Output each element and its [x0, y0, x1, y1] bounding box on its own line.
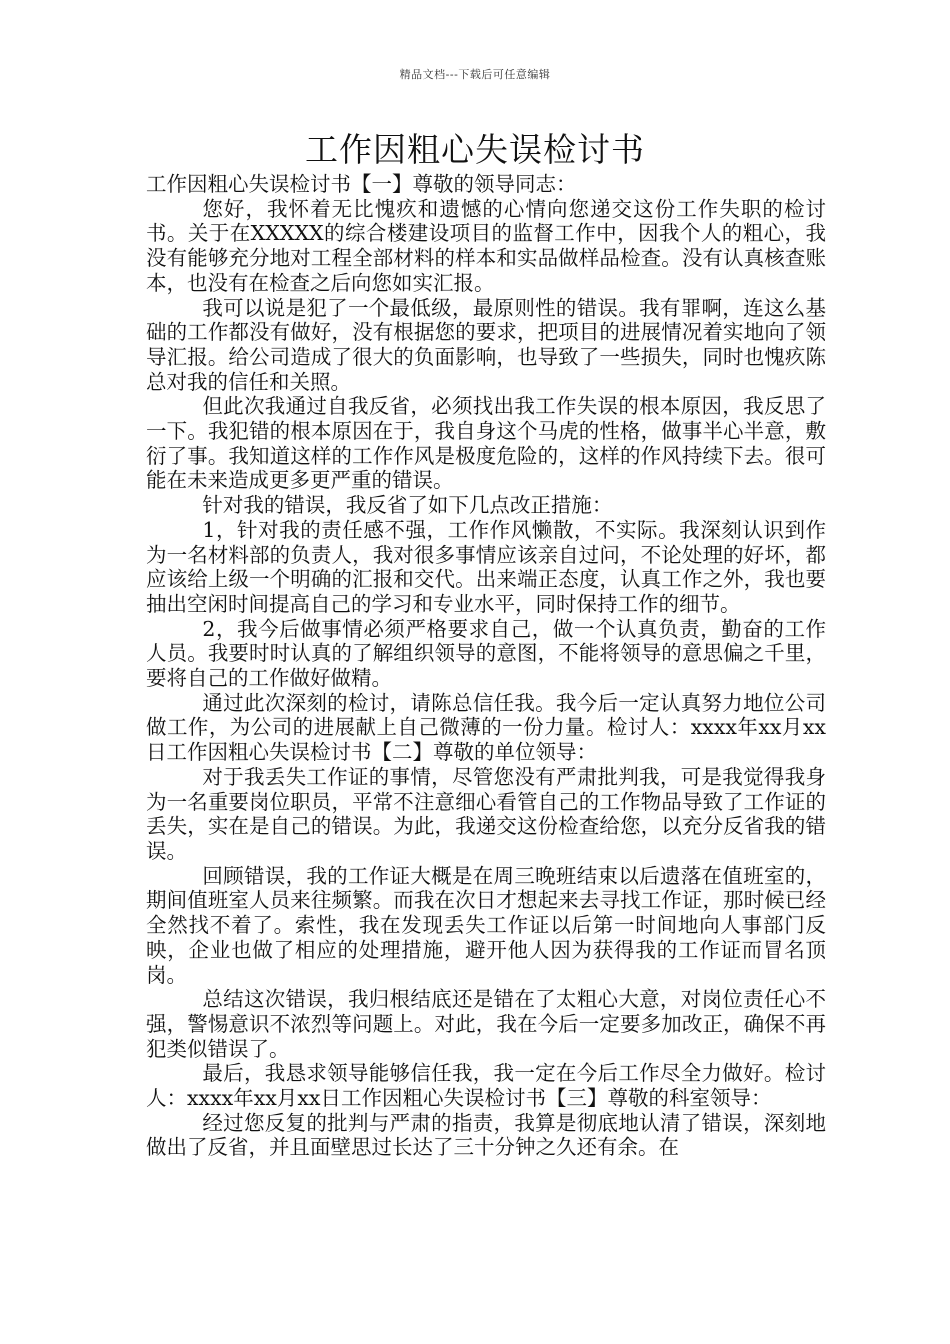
- paragraph: 对于我丢失工作证的事情，尽管您没有严肃批判我，可是我觉得我身为一名重要岗位职员，平常不注意细心看管自己的工作物品导致了工作证的丢失，实在是自己的错误。为此，我递交这份检查给您，以充分反省我的错误。: [146, 764, 826, 863]
- paragraph: 工作因粗心失误检讨书【一】尊敬的领导同志：: [146, 172, 577, 196]
- paragraph: 2，我今后做事情必须严格要求自己，做一个认真负责，勤奋的工作人员。我要时时认真的了解组织领导的意图，不能将领导的意思偏之千里，要将自己的工作做好做精。: [146, 616, 826, 691]
- paragraph: 总结这次错误，我归根结底还是错在了太粗心大意，对岗位责任心不强，警惕意识不浓烈等问题上。对此，我在今后一定要多加改正，确保不再犯类似错误了。: [146, 987, 826, 1061]
- document-body: [146, 172, 826, 1160]
- paragraph: 经过您反复的批判与严肃的指责，我算是彻底地认清了错误，深刻地做出了反省，并且面壁思过长达了三十分钟之久还有余。在: [146, 1110, 826, 1160]
- paragraph: 通过此次深刻的检讨，请陈总信任我。我今后一定认真努力地位公司做工作，为公司的进展献上自己微薄的一份力量。检讨人：xxxx年xx月xx日工作因粗心失误检讨书【二】尊敬的单位领导：: [146, 690, 826, 765]
- paragraph: 回顾错误，我的工作证大概是在周三晚班结束以后遗落在值班室的，期间值班室人员来往频繁。而我在次日才想起来去寻找工作证，那时候已经全然找不着了。索性，我在发现丢失工作证以后第一时间地向人事部门反映，企业也做了相应的处理措施，避开他人因为获得我的工作证而冒名顶岗。: [146, 863, 826, 987]
- paragraph: 我可以说是犯了一个最低级，最原则性的错误。我有罪啊，连这么基础的工作都没有做好，没有根据您的要求，把项目的进展情况着实地向了领导汇报。给公司造成了很大的负面影响，也导致了一些损失，同时也愧疚陈总对我的信任和关照。: [146, 295, 826, 394]
- paragraph: 您好，我怀着无比愧疚和遗憾的心情向您递交这份工作失职的检讨书。关于在XXXXX的综合楼建设项目的监督工作中，因我个人的粗心，我没有能够充分地对工程全部材料的样本和实品做样品检查。没有认真核查账本，也没有在检查之后向您如实汇报。: [146, 196, 826, 295]
- document-title: 工作因粗心失误检讨书: [305, 130, 645, 169]
- paragraph: 针对我的错误，我反省了如下几点改正措施：: [202, 493, 613, 518]
- paragraph: 但此次我通过自我反省，必须找出我工作失误的根本原因，我反思了一下。我犯错的根本原因在于，我自身这个马虎的性格，做事半心半意，敷衍了事。我知道这样的工作作风是极度危险的，这样的作风持续下去。很可能在未来造成更多更严重的错误。: [146, 394, 826, 493]
- header-note: 精品文档---下载后可任意编辑: [399, 68, 551, 81]
- paragraph: 1，针对我的责任感不强，工作作风懒散，不实际。我深刻认识到作为一名材料部的负责人，我对很多事情应该亲自过问，不论处理的好坏，都应该给上级一个明确的汇报和交代。出来端正态度，认真工作之外，我也要抽出空闲时间提高自己的学习和专业水平，同时保持工作的细节。: [146, 517, 826, 616]
- paragraph: 最后，我恳求领导能够信任我，我一定在今后工作尽全力做好。检讨人：xxxx年xx月xx日工作因粗心失误检讨书【三】尊敬的科室领导：: [146, 1061, 826, 1111]
